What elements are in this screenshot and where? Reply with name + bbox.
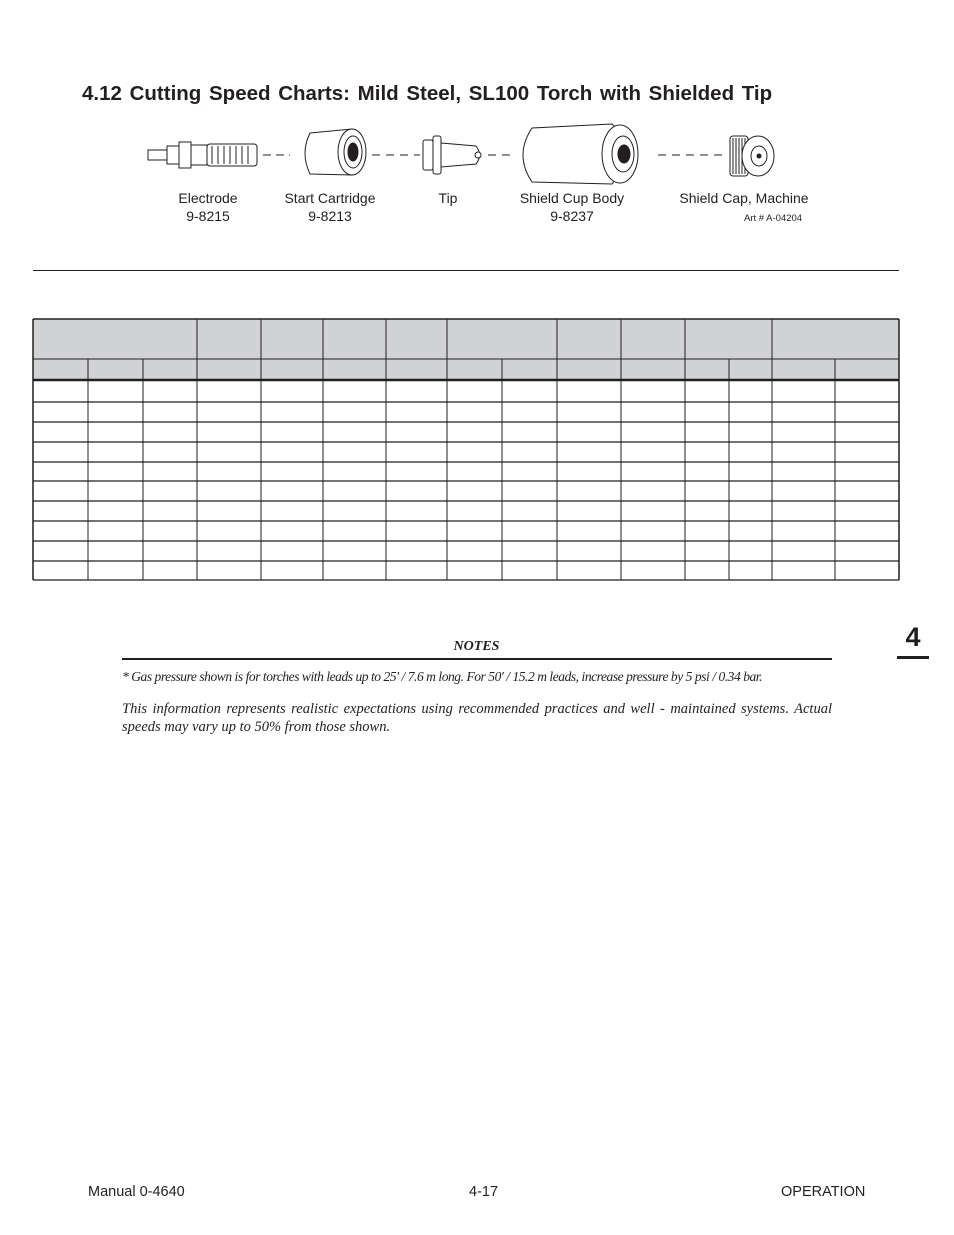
notes-heading: NOTES	[453, 639, 500, 654]
page-title: 4.12 Cutting Speed Charts: Mild Steel, SL100 Torch with Shielded Tip	[82, 82, 773, 105]
part-number: 9-8215	[186, 208, 230, 224]
part-name: Electrode	[178, 190, 238, 206]
footer-page-number: 4-17	[469, 1184, 499, 1200]
part-number: 9-8213	[308, 208, 352, 224]
part-name: Tip	[438, 190, 458, 206]
part-name: Shield Cup Body	[519, 190, 625, 206]
part-number: 9-8237	[550, 208, 594, 224]
art-number: Art # A-04204	[744, 213, 803, 224]
footer-manual: Manual 0-4640	[88, 1184, 185, 1200]
part-name: Shield Cap, Machine	[679, 190, 809, 206]
footer-section: OPERATION	[781, 1184, 866, 1200]
notes-divider	[122, 658, 832, 660]
chapter-tab: 4	[897, 622, 929, 659]
disclaimer-note: This information represents realistic expectations using recommended practices and well - maintained systems. Actual speeds may vary up to 50% from those shown.	[122, 701, 832, 735]
table-header-band	[33, 319, 899, 380]
part-name: Start Cartridge	[284, 190, 376, 206]
gas-pressure-note: * Gas pressure shown is for torches with leads up to 25' / 7.6 m long. For 50' / 15.2 m leads, increase pressure by 5 psi / 0.34 bar.	[122, 669, 763, 684]
cutting-speed-table	[0, 0, 954, 600]
